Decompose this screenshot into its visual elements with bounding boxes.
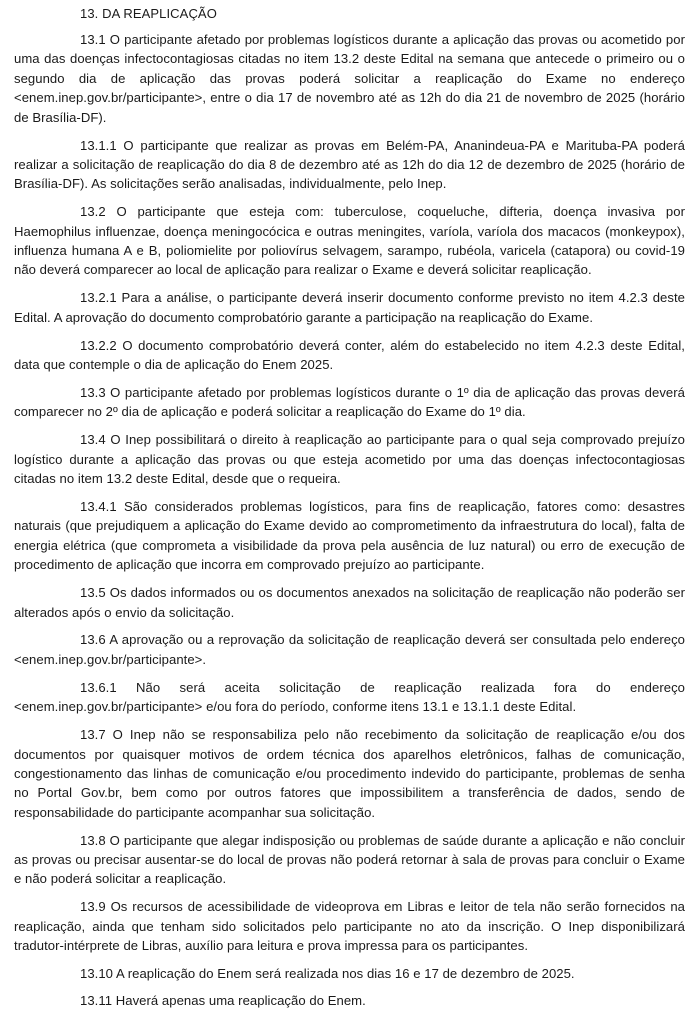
paragraph-13-2-1: 13.2.1 Para a análise, o participante deverá inserir documento conforme previsto no item 4.2.3 deste Edital. A aprovação do documento comprobatório garante a participação na reaplicação do Exame.	[14, 290, 685, 325]
paragraph-13-6-1: 13.6.1 Não será aceita solicitação de reaplicação realizada fora do endereço <enem.inep.gov.br/participante> e/ou fora do período, conforme itens 13.1 e 13.1.1 deste Edital.	[14, 679, 685, 715]
paragraph-13-2: 13.2 O participante que esteja com: tuberculose, coqueluche, difteria, doença invasiva por Haemophilus influenzae, doença meningocócica e outras meningites, varíola, varíola dos macacos (monkeypox), influenza humana A e B, poliomielite por poliovírus selvagem, sarampo, rubéola, varicela (catapora) ou covid-19 não deverá comparecer ao local de aplicação para realizar o Exame e deverá solicitar reaplicação.	[14, 204, 685, 278]
paragraph-13-10: 13.10 A reaplicação do Enem será realizada nos dias 16 e 17 de dezembro de 2025.	[80, 966, 575, 982]
paragraph-13-1-1: 13.1.1 O participante que realizar as provas em Belém-PA, Ananindeua-PA e Marituba-PA poderá realizar a solicitação de reaplicação do dia 8 de dezembro até as 12h do dia 12 de dezembro de 2025 (horário de Brasília-DF). As solicitações serão analisadas, individualmente, pelo Inep.	[14, 137, 685, 192]
paragraph-13-8: 13.8 O participante que alegar indisposição ou problemas de saúde durante a aplicação e não concluir as provas ou precisar ausentar-se do local de provas não poderá retornar à sala de provas para concluir o Exame e não poderá solicitar a reaplicação.	[14, 832, 685, 887]
paragraph-13-6: 13.6 A aprovação ou a reprovação da solicitação de reaplicação deverá ser consultada pelo endereço <enem.inep.gov.br/participante>.	[14, 632, 685, 667]
paragraph-13-1: 13.1 O participante afetado por problemas logísticos durante a aplicação das provas ou acometido por uma das doenças infectocontagiosas citadas no item 13.2 deste Edital na semana que antecede o primeiro ou o segundo dia de aplicação das provas poderá solicitar a reaplicação do Exame no endereço <enem.inep.gov.br/participante>, entre o dia 17 de novembro até as 12h do dia 21 de novembro de 2025 (horário de Brasília-DF).	[14, 32, 685, 125]
paragraph-13-7: 13.7 O Inep não se responsabiliza pelo não recebimento da solicitação de reaplicação e/ou dos documentos por quaisquer motivos de ordem técnica dos aparelhos eletrônicos, falhas de comunicação, congestionamento das linhas de comunicação e/ou procedimento indevido do participante, problemas de senha no Portal Gov.br, bem como por outros fatores que impossibilitem a transferência de dados, sendo de responsabilidade do participante acompanhar sua solicitação.	[14, 727, 685, 820]
paragraph-13-5: 13.5 Os dados informados ou os documentos anexados na solicitação de reaplicação não poderão ser alterados após o envio da solicitação.	[14, 585, 685, 620]
paragraph-13-4-1: 13.4.1 São considerados problemas logísticos, para fins de reaplicação, fatores como: desastres naturais (que prejudiquem a aplicação do Exame devido ao comprometimento da infraestrutura do local), falta de energia elétrica (que comprometa a visibilidade da prova pela ausência de luz natural) ou erro de execução de procedimento de aplicação que incorra em comprovado prejuízo ao participante.	[14, 499, 685, 573]
paragraph-13-11: 13.11 Haverá apenas uma reaplicação do Enem.	[80, 993, 366, 1009]
paragraph-13-4: 13.4 O Inep possibilitará o direito à reaplicação ao participante para o qual seja comprovado prejuízo logístico durante a aplicação das provas ou que esteja acometido por uma das doenças infectocontagiosas citadas no item 13.2 deste Edital, desde que o requeira.	[14, 432, 685, 487]
paragraph-13-9: 13.9 Os recursos de acessibilidade de videoprova em Libras e leitor de tela não serão fornecidos na reaplicação, ainda que tenham sido solicitados pelo participante no ato da inscrição. O Inep disponibilizará tradutor-intérprete de Libras, auxílio para leitura e prova impressa para os participantes.	[14, 899, 685, 954]
paragraph-13-3: 13.3 O participante afetado por problemas logísticos durante o 1º dia de aplicação das provas deverá comparecer no 2º dia de aplicação e poderá solicitar a reaplicação do Exame do 1º dia.	[14, 385, 685, 420]
section-title: 13. DA REAPLICAÇÃO	[80, 6, 217, 21]
paragraph-13-2-2: 13.2.2 O documento comprobatório deverá conter, além do estabelecido no item 4.2.3 deste Edital, data que contemple o dia de aplicação do Enem 2025.	[14, 337, 685, 373]
